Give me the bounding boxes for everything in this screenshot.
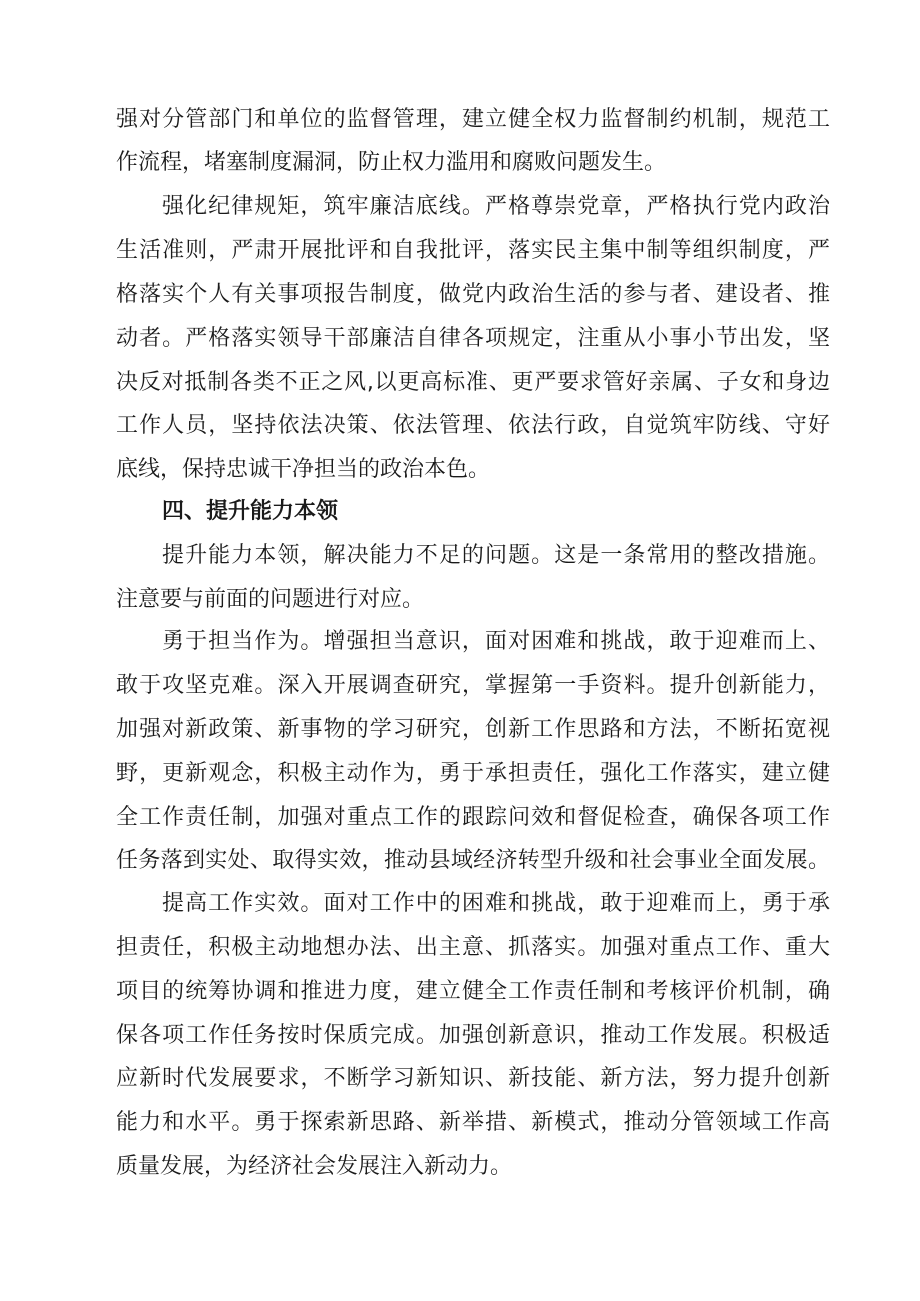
text-line: 强化纪律规矩，筑牢廉洁底线。严格尊崇党章，严格执行党内政治: [162, 194, 830, 219]
text-line: 加强对新政策、新事物的学习研究，创新工作思路和方法，不断拓宽视: [116, 717, 830, 742]
text-line: 强对分管部门和单位的监督管理，建立健全权力监督制约机制，规范工: [116, 107, 830, 132]
text-line: 决反对抵制各类不正之风,以更高标准、更严要求管好亲属、子女和身边: [116, 370, 830, 395]
text-line: 保各项工作任务按时保质完成。加强创新意识，推动工作发展。积极适: [116, 1023, 830, 1048]
text-line: 任务落到实处、取得实效，推动县域经济转型升级和社会事业全面发展。: [116, 848, 830, 873]
text-line: 全工作责任制，加强对重点工作的跟踪问效和督促检查，确保各项工作: [116, 805, 830, 830]
text-line: 动者。严格落实领导干部廉洁自律各项规定，注重从小事小节出发，坚: [116, 326, 830, 351]
text-line: 担责任，积极主动地想办法、出主意、抓落实。加强对重点工作、重大: [116, 935, 830, 960]
text-line: 应新时代发展要求，不断学习新知识、新技能、新方法，努力提升创新: [116, 1066, 830, 1091]
text-line: 质量发展，为经济社会发展注入新动力。: [116, 1154, 513, 1179]
text-line: 敢于攻坚克难。深入开展调查研究，掌握第一手资料。提升创新能力，: [116, 673, 830, 698]
text-line: 提高工作实效。面对工作中的困难和挑战，敢于迎难而上，勇于承: [162, 891, 830, 916]
text-line: 勇于担当作为。增强担当意识，面对困难和挑战，敢于迎难而上、: [162, 629, 830, 654]
section-heading: 四、提升能力本领: [162, 499, 339, 524]
text-line: 底线，保持忠诚干净担当的政治本色。: [116, 457, 491, 482]
text-line: 项目的统筹协调和推进力度，建立健全工作责任制和考核评价机制，确: [116, 979, 830, 1004]
text-line: 格落实个人有关事项报告制度，做党内政治生活的参与者、建设者、推: [116, 282, 830, 307]
text-line: 工作人员，坚持依法决策、依法管理、依法行政，自觉筑牢防线、守好: [116, 413, 830, 438]
text-line: 作流程，堵塞制度漏洞，防止权力滥用和腐败问题发生。: [116, 150, 667, 175]
text-line: 生活准则，严肃开展批评和自我批评，落实民主集中制等组织制度，严: [116, 238, 830, 263]
text-line: 野，更新观念，积极主动作为，勇于承担责任，强化工作落实，建立健: [116, 761, 830, 786]
text-line: 提升能力本领，解决能力不足的问题。这是一条常用的整改措施。: [162, 543, 830, 568]
text-line: 能力和水平。勇于探索新思路、新举措、新模式，推动分管领域工作高: [116, 1110, 830, 1135]
text-line: 注意要与前面的问题进行对应。: [116, 587, 425, 612]
